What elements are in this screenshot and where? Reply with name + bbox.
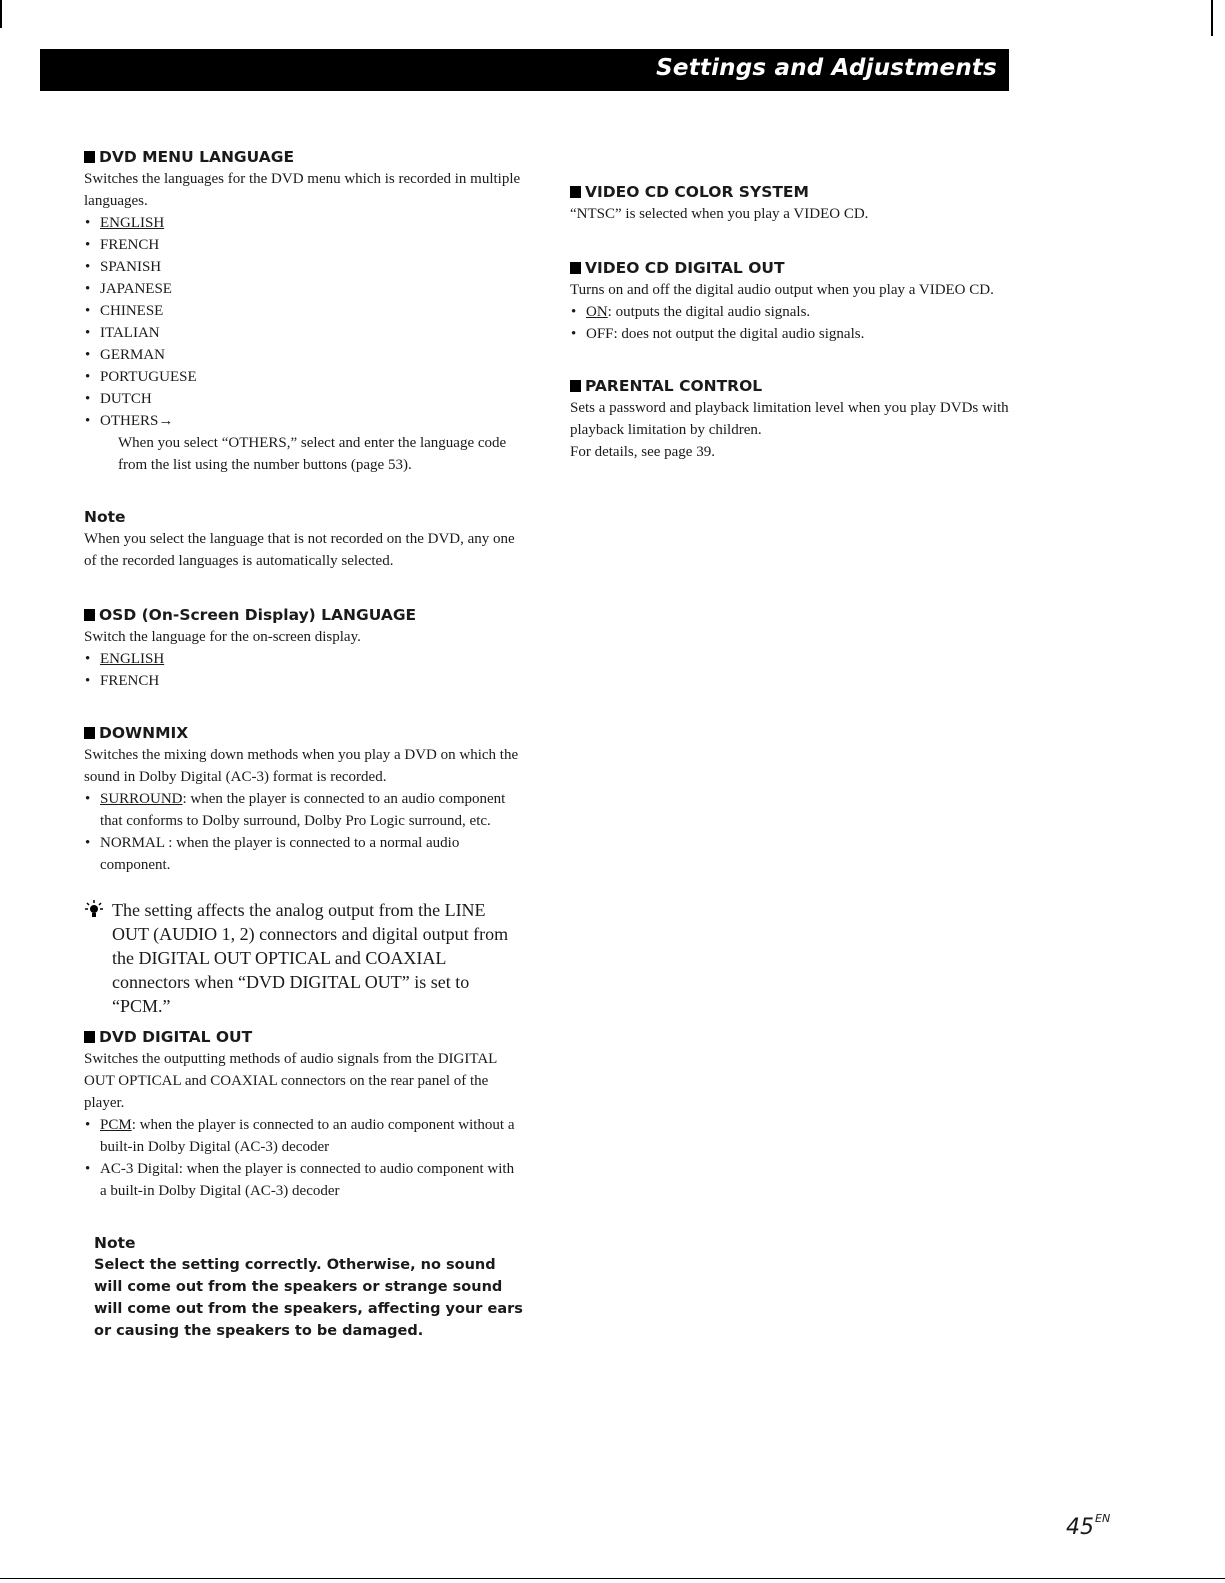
osd-language-section bbox=[84, 604, 524, 692]
list-item: • GERMAN bbox=[84, 344, 524, 366]
section-bullet-icon bbox=[570, 380, 581, 392]
note-heading: Note bbox=[84, 508, 126, 526]
section-heading: DVD DIGITAL OUT bbox=[99, 1028, 253, 1046]
dvd-digital-out-section bbox=[84, 1026, 524, 1202]
list-item: • NORMAL : when the player is connected to a normal audio component. bbox=[84, 832, 524, 876]
lightbulb-icon bbox=[84, 899, 104, 921]
list-item: • ENGLISH bbox=[84, 212, 524, 234]
section-bullet-icon bbox=[570, 186, 581, 198]
note-heading: Note bbox=[94, 1234, 136, 1252]
page-suffix: EN bbox=[1095, 1512, 1111, 1525]
right-column bbox=[570, 181, 1010, 463]
video-cd-digital-out-section bbox=[570, 257, 1010, 345]
page-number: $45^{EN}$ bbox=[1066, 1512, 1111, 1540]
option-list bbox=[84, 788, 524, 876]
section-description: Switches the languages for the DVD menu which is recorded in multiple languages. bbox=[84, 171, 521, 209]
section-bullet-icon bbox=[570, 262, 581, 274]
warning-note-section bbox=[84, 1232, 524, 1342]
section-bullet-icon bbox=[84, 609, 95, 621]
section-bullet-icon bbox=[84, 1031, 95, 1043]
list-item: • SPANISH bbox=[84, 256, 524, 278]
section-description: Turns on and off the digital audio output when you play a VIDEO CD. bbox=[570, 282, 994, 298]
section-bullet-icon bbox=[84, 727, 95, 739]
list-item: • PORTUGUESE bbox=[84, 366, 524, 388]
section-description: Switches the outputting methods of audio signals from the DIGITAL OUT OPTICAL and COAXIAL connectors on the rear panel of the player. bbox=[84, 1051, 497, 1111]
downmix-section bbox=[84, 722, 524, 876]
list-item: • ON: outputs the digital audio signals. bbox=[570, 301, 1010, 323]
section-heading: DOWNMIX bbox=[99, 724, 189, 742]
language-list bbox=[84, 212, 524, 432]
list-item: • PCM: when the player is connected to an audio component without a built-in Dolby Digital (AC-3) decoder bbox=[84, 1114, 524, 1158]
option-list bbox=[84, 1114, 524, 1202]
others-explanation: When you select “OTHERS,” select and enter the language code from the list using the number buttons (page 53). bbox=[118, 435, 507, 473]
crop-mark-left bbox=[0, 0, 2, 28]
section-heading: VIDEO CD DIGITAL OUT bbox=[585, 259, 785, 277]
note-text: When you select the language that is not recorded on the DVD, any one of the recorded languages is automatically selected. bbox=[84, 531, 515, 569]
section-heading: PARENTAL CONTROL bbox=[585, 377, 763, 395]
section-description: Switch the language for the on-screen display. bbox=[84, 629, 361, 645]
list-item: • OFF: does not output the digital audio signals. bbox=[570, 323, 1010, 345]
tip-section bbox=[84, 898, 524, 1018]
list-item: • AC-3 Digital: when the player is connected to audio component with a built-in Dolby Digital (AC-3) decoder bbox=[84, 1158, 524, 1202]
tip-text: The setting affects the analog output from the LINE OUT (AUDIO 1, 2) connectors and digital output from the DIGITAL OUT OPTICAL and COAXIAL connectors when “DVD DIGITAL OUT” is set to “PCM.” bbox=[112, 900, 509, 1016]
section-heading: VIDEO CD COLOR SYSTEM bbox=[585, 183, 809, 201]
list-item: • DUTCH bbox=[84, 388, 524, 410]
section-bullet-icon bbox=[84, 151, 95, 163]
note-section bbox=[84, 506, 524, 572]
page-title: Settings and Adjustments bbox=[656, 55, 997, 81]
details-reference: For details, see page 39. bbox=[570, 444, 715, 460]
video-cd-color-system-section bbox=[570, 181, 1010, 225]
list-item: • FRENCH bbox=[84, 670, 524, 692]
section-description: Switches the mixing down methods when you play a DVD on which the sound in Dolby Digital (AC-3) format is recorded. bbox=[84, 747, 519, 785]
section-description: “NTSC” is selected when you play a VIDEO CD. bbox=[570, 206, 869, 222]
list-item: • CHINESE bbox=[84, 300, 524, 322]
list-item: • ITALIAN bbox=[84, 322, 524, 344]
header-bar bbox=[40, 49, 1009, 91]
list-item: • FRENCH bbox=[84, 234, 524, 256]
parental-control-section bbox=[570, 375, 1010, 463]
warning-text: Select the setting correctly. Otherwise, no sound will come out from the speakers or strange sound will come out from the speakers, affecting your ears or causing the speakers to be damaged. bbox=[94, 1257, 523, 1339]
section-description: Sets a password and playback limitation level when you play DVDs with playback limitation by children. bbox=[570, 400, 1009, 438]
list-item: • JAPANESE bbox=[84, 278, 524, 300]
list-item: • SURROUND: when the player is connected to an audio component that conforms to Dolby surround, Dolby Pro Logic surround, etc. bbox=[84, 788, 524, 832]
crop-mark-right bbox=[1211, 0, 1213, 36]
list-item: • ENGLISH bbox=[84, 648, 524, 670]
bottom-rule bbox=[0, 1578, 1225, 1579]
language-list bbox=[84, 648, 524, 692]
dvd-menu-language-section bbox=[84, 146, 524, 476]
section-heading: OSD (On-Screen Display) LANGUAGE bbox=[99, 606, 417, 624]
list-item: • OTHERS→ bbox=[84, 410, 524, 432]
option-list bbox=[570, 301, 1010, 345]
left-column bbox=[84, 146, 524, 1342]
section-heading: DVD MENU LANGUAGE bbox=[99, 148, 295, 166]
